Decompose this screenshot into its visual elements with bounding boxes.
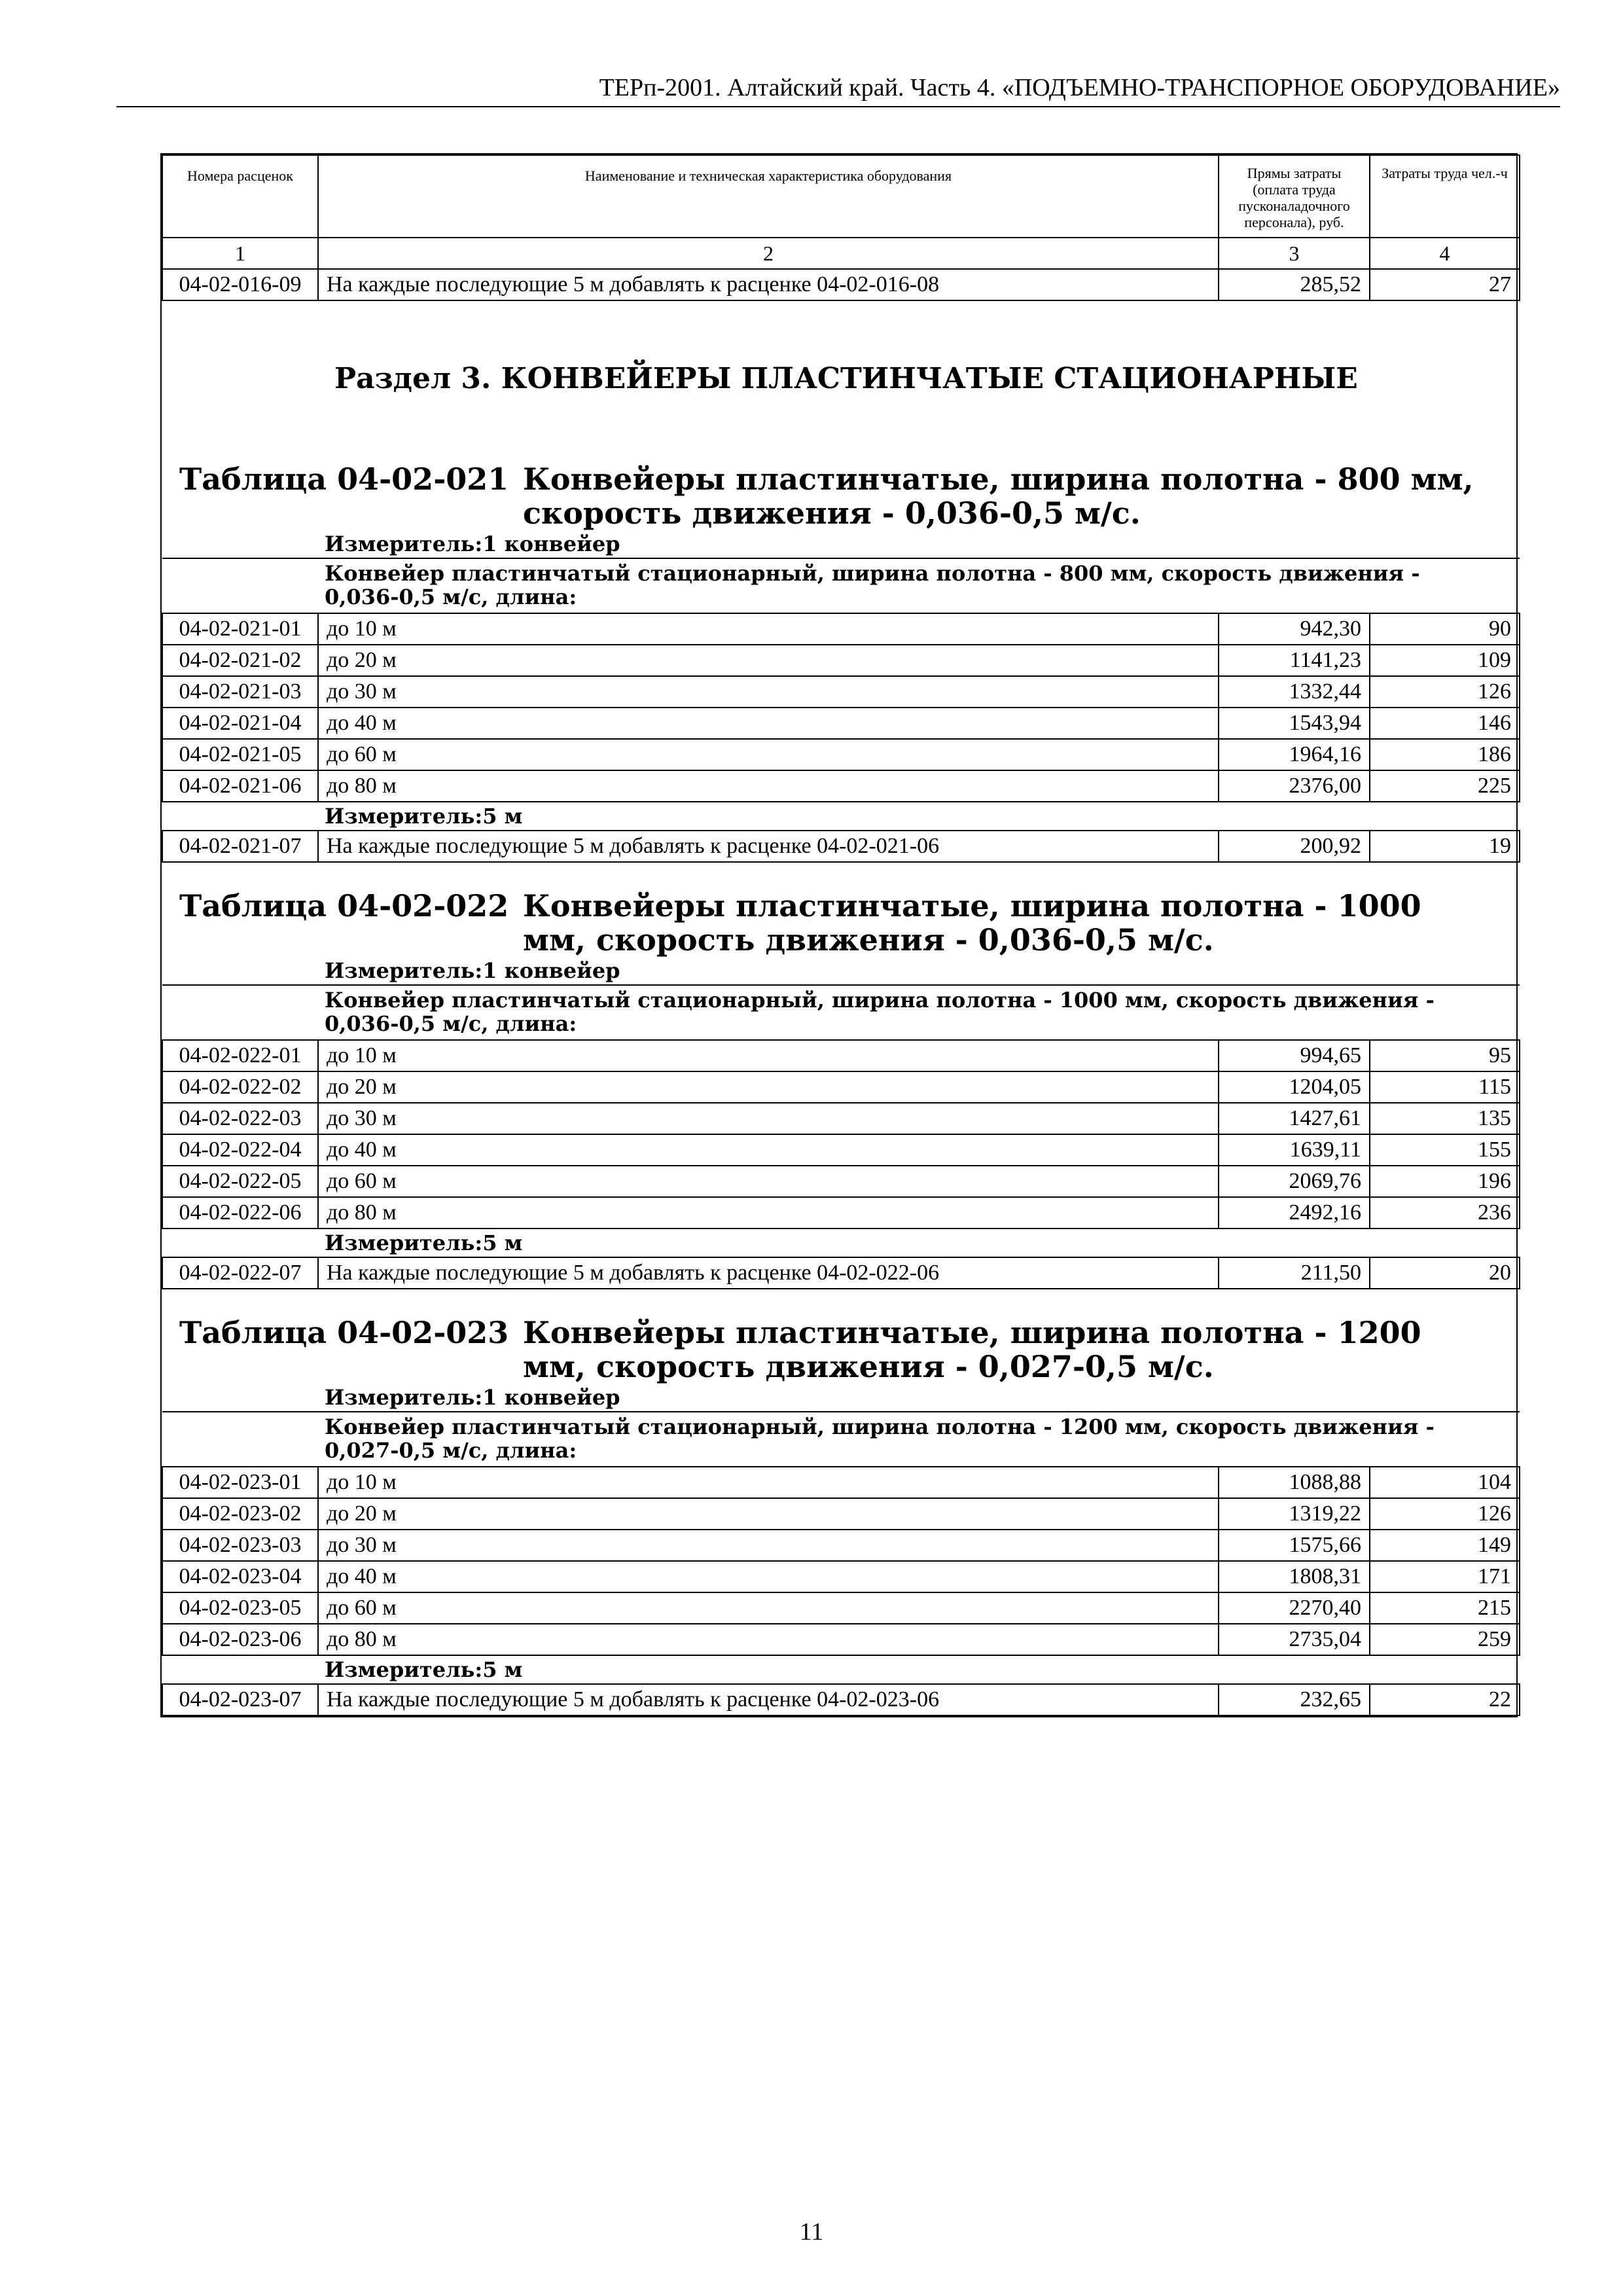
unit-label: Измеритель:5 м xyxy=(162,802,1520,831)
rate-labor: 104 xyxy=(1370,1467,1520,1498)
rate-labor: 196 xyxy=(1370,1166,1520,1197)
rate-name: до 60 м xyxy=(318,1166,1219,1197)
table-row xyxy=(162,269,1520,300)
rate-name: до 80 м xyxy=(318,1197,1219,1229)
table-heading xyxy=(162,1289,1520,1384)
rate-cost: 211,50 xyxy=(1219,1257,1370,1289)
table-row xyxy=(162,1684,1520,1715)
rate-labor: 149 xyxy=(1370,1530,1520,1561)
rate-code: 04-02-022-04 xyxy=(162,1134,318,1166)
unit-label: Измеритель:5 м xyxy=(162,1229,1520,1257)
rate-cost: 1141,23 xyxy=(1219,645,1370,676)
rate-labor: 27 xyxy=(1370,269,1520,300)
rate-name: до 10 м xyxy=(318,613,1219,645)
rate-code: 04-02-022-01 xyxy=(162,1040,318,1071)
unit-label: Измеритель:1 конвейер xyxy=(162,957,1520,985)
table-row xyxy=(162,1467,1520,1498)
unit-row xyxy=(162,1655,1520,1684)
unit-row xyxy=(162,1384,1520,1412)
rate-cost: 232,65 xyxy=(1219,1684,1370,1715)
table-row xyxy=(162,770,1520,802)
tables-container xyxy=(162,436,1516,1716)
rate-code: 04-02-023-03 xyxy=(162,1530,318,1561)
column-number: 2 xyxy=(318,238,1219,269)
unit-label: Измеритель:1 конвейер xyxy=(162,530,1520,558)
rates-table xyxy=(162,154,1520,436)
column-number-row xyxy=(162,238,1520,269)
rate-labor: 126 xyxy=(1370,1498,1520,1530)
rate-labor: 22 xyxy=(1370,1684,1520,1715)
table-row xyxy=(162,708,1520,739)
rate-code: 04-02-023-07 xyxy=(162,1684,318,1715)
rate-cost: 2735,04 xyxy=(1219,1624,1370,1655)
rate-name: до 80 м xyxy=(318,770,1219,802)
table-heading xyxy=(162,436,1520,530)
column-header-codes: Номера расценок xyxy=(162,155,318,238)
rate-cost: 1088,88 xyxy=(1219,1467,1370,1498)
rate-code: 04-02-022-05 xyxy=(162,1166,318,1197)
rate-cost: 1332,44 xyxy=(1219,676,1370,708)
subheading: Конвейер пластинчатый стационарный, ширина полотна - 1000 мм, скорость движения - 0,036-0,5 м/с, длина: xyxy=(162,985,1520,1040)
table-row xyxy=(162,1197,1520,1229)
rate-cost: 1964,16 xyxy=(1219,739,1370,770)
rate-name: до 10 м xyxy=(318,1040,1219,1071)
rate-cost: 1575,66 xyxy=(1219,1530,1370,1561)
table-row xyxy=(162,1498,1520,1530)
rate-name: до 60 м xyxy=(318,1592,1219,1624)
column-number: 1 xyxy=(162,238,318,269)
rate-code: 04-02-023-06 xyxy=(162,1624,318,1655)
page-number: 11 xyxy=(799,2218,824,2246)
rate-code: 04-02-022-06 xyxy=(162,1197,318,1229)
rate-name: На каждые последующие 5 м добавлять к расценке 04-02-022-06 xyxy=(318,1257,1219,1289)
rate-code: 04-02-021-05 xyxy=(162,739,318,770)
rate-code: 04-02-021-07 xyxy=(162,831,318,862)
rate-code: 04-02-023-02 xyxy=(162,1498,318,1530)
rate-code: 04-02-023-01 xyxy=(162,1467,318,1498)
header-rule xyxy=(116,106,1560,107)
table-name: Конвейеры пластинчатые, ширина полотна - 800 мм, скорость движения - 0,036-0,5 м/с. xyxy=(523,461,1474,531)
rate-code: 04-02-022-02 xyxy=(162,1071,318,1103)
rate-code: 04-02-023-04 xyxy=(162,1561,318,1592)
rate-code: 04-02-016-09 xyxy=(162,269,318,300)
table-row xyxy=(162,1530,1520,1561)
table-number: Таблица 04-02-023 xyxy=(179,1315,509,1350)
table-row xyxy=(162,831,1520,862)
rate-labor: 19 xyxy=(1370,831,1520,862)
rate-code: 04-02-021-04 xyxy=(162,708,318,739)
rate-name: до 20 м xyxy=(318,1071,1219,1103)
rate-name: На каждые последующие 5 м добавлять к расценке 04-02-023-06 xyxy=(318,1684,1219,1715)
subheading: Конвейер пластинчатый стационарный, ширина полотна - 1200 мм, скорость движения - 0,027-0,5 м/с, длина: xyxy=(162,1412,1520,1467)
rate-cost: 1427,61 xyxy=(1219,1103,1370,1134)
section-row xyxy=(162,300,1520,436)
rate-name: На каждые последующие 5 м добавлять к расценке 04-02-021-06 xyxy=(318,831,1219,862)
column-header-name: Наименование и техническая характеристика оборудования xyxy=(318,155,1219,238)
table-row xyxy=(162,676,1520,708)
rate-name: до 40 м xyxy=(318,708,1219,739)
rate-labor: 146 xyxy=(1370,708,1520,739)
rate-name: до 30 м xyxy=(318,676,1219,708)
rate-labor: 236 xyxy=(1370,1197,1520,1229)
rate-labor: 171 xyxy=(1370,1561,1520,1592)
column-number: 3 xyxy=(1219,238,1370,269)
rate-labor: 115 xyxy=(1370,1071,1520,1103)
rate-name: до 80 м xyxy=(318,1624,1219,1655)
table-row xyxy=(162,613,1520,645)
rate-name: до 30 м xyxy=(318,1103,1219,1134)
rate-labor: 135 xyxy=(1370,1103,1520,1134)
rate-labor: 225 xyxy=(1370,770,1520,802)
table-row xyxy=(162,1257,1520,1289)
table-row xyxy=(162,1561,1520,1592)
rate-cost: 2376,00 xyxy=(1219,770,1370,802)
table-row xyxy=(162,645,1520,676)
unit-row xyxy=(162,957,1520,985)
rate-labor: 186 xyxy=(1370,739,1520,770)
rate-name: до 40 м xyxy=(318,1561,1219,1592)
rate-name: до 20 м xyxy=(318,1498,1219,1530)
rate-cost: 1543,94 xyxy=(1219,708,1370,739)
table-row xyxy=(162,1134,1520,1166)
rate-labor: 20 xyxy=(1370,1257,1520,1289)
unit-row xyxy=(162,802,1520,831)
rate-cost: 2270,40 xyxy=(1219,1592,1370,1624)
unit-label: Измеритель:5 м xyxy=(162,1655,1520,1684)
rate-labor: 90 xyxy=(1370,613,1520,645)
rate-cost: 1204,05 xyxy=(1219,1071,1370,1103)
rate-labor: 259 xyxy=(1370,1624,1520,1655)
unit-row xyxy=(162,530,1520,558)
table-row xyxy=(162,1592,1520,1624)
column-number: 4 xyxy=(1370,238,1520,269)
rate-labor: 215 xyxy=(1370,1592,1520,1624)
table-row xyxy=(162,739,1520,770)
rate-code: 04-02-021-06 xyxy=(162,770,318,802)
rate-name: до 60 м xyxy=(318,739,1219,770)
rates-table-continued xyxy=(162,436,1520,1716)
table-number: Таблица 04-02-021 xyxy=(179,461,509,497)
rate-name: до 10 м xyxy=(318,1467,1219,1498)
subheading: Конвейер пластинчатый стационарный, ширина полотна - 800 мм, скорость движения - 0,036-0,5 м/с, длина: xyxy=(162,558,1520,613)
rate-name: до 40 м xyxy=(318,1134,1219,1166)
table-row xyxy=(162,1103,1520,1134)
rates-document xyxy=(160,153,1518,1717)
rate-cost: 942,30 xyxy=(1219,613,1370,645)
rate-code: 04-02-022-03 xyxy=(162,1103,318,1134)
table-row xyxy=(162,1071,1520,1103)
rate-labor: 95 xyxy=(1370,1040,1520,1071)
rate-code: 04-02-021-02 xyxy=(162,645,318,676)
rate-code: 04-02-021-01 xyxy=(162,613,318,645)
rate-labor: 155 xyxy=(1370,1134,1520,1166)
page-header-title: ТЕРп-2001. Алтайский край. Часть 4. «ПОДЪЕМНО-ТРАНСПОРНОЕ ОБОРУДОВАНИЕ» xyxy=(599,74,1560,101)
column-header-labor: Затраты труда чел.-ч xyxy=(1370,155,1520,238)
table-heading xyxy=(162,862,1520,957)
rate-code: 04-02-022-07 xyxy=(162,1257,318,1289)
column-header-row xyxy=(162,155,1520,238)
subheading-row xyxy=(162,1412,1520,1467)
table-name: Конвейеры пластинчатые, ширина полотна - 1200 мм, скорость движения - 0,027-0,5 м/с. xyxy=(523,1315,1421,1384)
rate-cost: 1319,22 xyxy=(1219,1498,1370,1530)
table-number: Таблица 04-02-022 xyxy=(179,888,509,924)
rate-cost: 1639,11 xyxy=(1219,1134,1370,1166)
rate-cost: 2492,16 xyxy=(1219,1197,1370,1229)
rate-cost: 200,92 xyxy=(1219,831,1370,862)
column-header-cost: Прямы затраты (оплата труда пусконаладочного персонала), руб. xyxy=(1219,155,1370,238)
subheading-row xyxy=(162,985,1520,1040)
rate-cost: 285,52 xyxy=(1219,269,1370,300)
rate-name: до 30 м xyxy=(318,1530,1219,1561)
table-row xyxy=(162,1624,1520,1655)
rate-labor: 126 xyxy=(1370,676,1520,708)
rate-cost: 2069,76 xyxy=(1219,1166,1370,1197)
unit-label: Измеритель:1 конвейер xyxy=(162,1384,1520,1412)
table-row xyxy=(162,1040,1520,1071)
rate-name: до 20 м xyxy=(318,645,1219,676)
rate-name: На каждые последующие 5 м добавлять к расценке 04-02-016-08 xyxy=(318,269,1219,300)
table-name: Конвейеры пластинчатые, ширина полотна - 1000 мм, скорость движения - 0,036-0,5 м/с. xyxy=(523,888,1421,958)
rate-cost: 1808,31 xyxy=(1219,1561,1370,1592)
unit-row xyxy=(162,1229,1520,1257)
rate-code: 04-02-023-05 xyxy=(162,1592,318,1624)
rate-code: 04-02-021-03 xyxy=(162,676,318,708)
rate-labor: 109 xyxy=(1370,645,1520,676)
table-row xyxy=(162,1166,1520,1197)
subheading-row xyxy=(162,558,1520,613)
rate-cost: 994,65 xyxy=(1219,1040,1370,1071)
section-title: Раздел 3. КОНВЕЙЕРЫ ПЛАСТИНЧАТЫЕ СТАЦИОНАРНЫЕ xyxy=(162,300,1520,436)
